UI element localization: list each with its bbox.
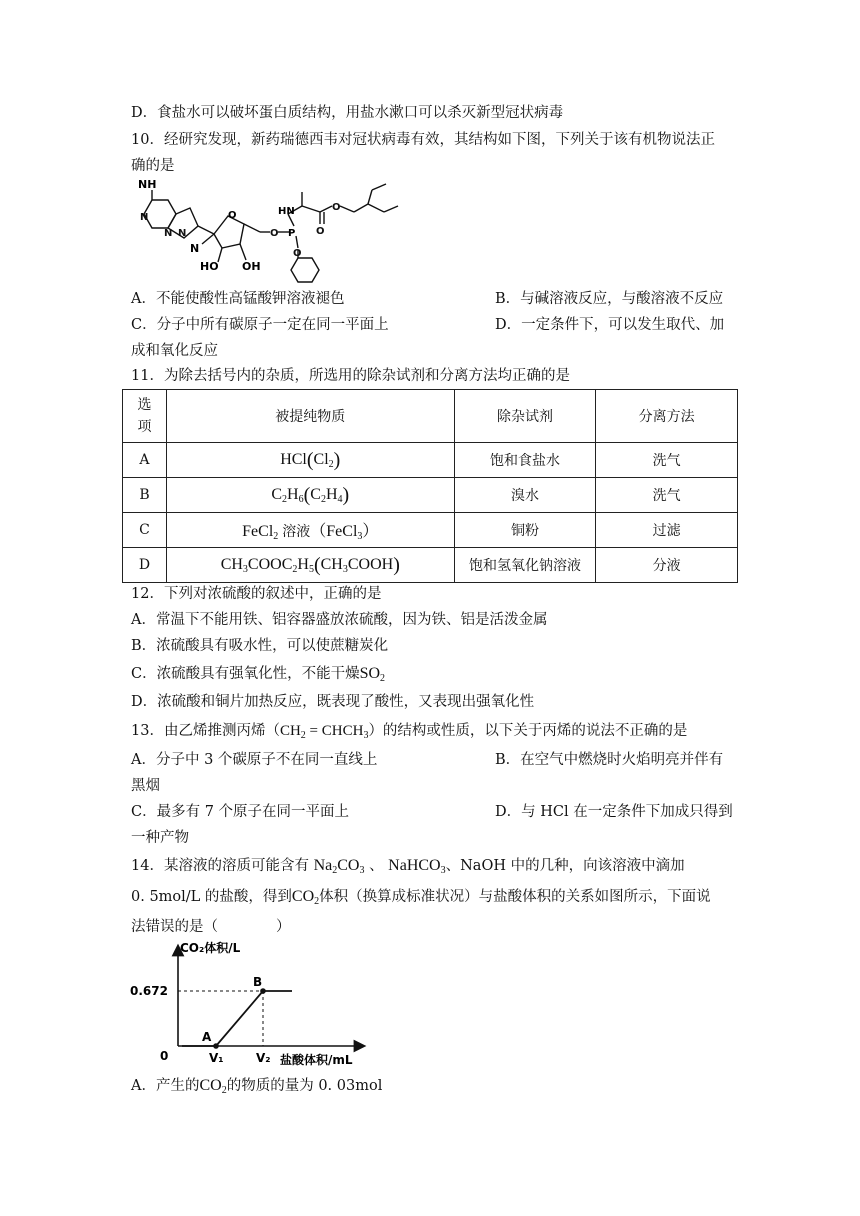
svg-text:O: O [316, 226, 325, 237]
point-a [213, 1043, 219, 1049]
substance-c: FeCl$_2$ 溶液（FeCl$_3$） [166, 513, 454, 548]
svg-text:N: N [140, 212, 149, 223]
q9-option-d: D．食盐水可以破坏蛋白质结构，用盐水漱口可以杀灭新型冠状病毒 [131, 105, 564, 121]
oh-label: OH [242, 260, 261, 273]
q13-option-c: C．最多有 7 个原子在同一平面上 [131, 804, 350, 820]
q13-option-b-line2: 黑烟 [131, 778, 160, 794]
nitrile-label: N [190, 242, 200, 255]
q12-option-b: B．浓硫酸具有吸水性，可以使蔗糖炭化 [131, 638, 389, 654]
q14-stem-line1: 14．某溶液的溶质可能含有 $Na_2CO_3$ 、 NaHCO$_3$、NaOH 中的几种，向该溶液中滴加 [131, 857, 685, 876]
header-option: 选项 [123, 390, 167, 443]
nh2-label: NH [138, 178, 157, 191]
phosphorus-label: P [288, 228, 296, 239]
q11-table [122, 389, 738, 583]
point-label-a: A [202, 1030, 212, 1044]
y-axis-label: CO₂体积/L [180, 941, 241, 955]
q13-stem: 13．由乙烯推测丙烯（$CH_2$ = $CHCH_3$）的结构或性质，以下关于丙烯的说法不正确的是 [131, 723, 688, 741]
header-reagent: 除杂试剂 [454, 390, 596, 443]
svg-text:O: O [270, 228, 279, 239]
q12-option-c: C．浓硫酸具有强氧化性，不能干燥$SO_2$ [131, 665, 386, 684]
table-row: A $HCl(Cl_2)$ 饱和食盐水 洗气 [123, 443, 738, 478]
remdesivir-structure [128, 178, 418, 284]
co2-volume-chart [128, 938, 368, 1070]
x-axis-label: 盐酸体积/mL [280, 1053, 353, 1067]
q10-option-c: C．分子中所有碳原子一定在同一平面上 [131, 317, 389, 333]
q13-option-d-line1: D．与 HCl 在一定条件下加成只得到 [495, 804, 733, 820]
q10-option-b: B．与碱溶液反应，与酸溶液不反应 [495, 291, 724, 307]
q10-option-d-line1: D．一定条件下，可以发生取代、加 [495, 317, 725, 333]
q14-stem-line2: 0. 5mol/L 的盐酸，得到$CO_2$体积（换算成标准状况）与盐酸体积的关系如图所示，下面说 [131, 888, 711, 907]
svg-text:N: N [178, 228, 187, 239]
x-tick-2: V₂ [256, 1051, 271, 1065]
substance-a: $HCl(Cl_2)$ [166, 443, 454, 478]
svg-text:O: O [332, 202, 341, 213]
q12-option-a: A．常温下不能用铁、铝容器盛放浓硫酸，因为铁、铝是活泼金属 [131, 612, 548, 628]
substance-b: $C_2H_6(C_2H_4)$ [166, 478, 454, 513]
q10-stem-line1: 10．经研究发现，新药瑞德西韦对冠状病毒有效，其结构如下图，下列关于该有机物说法正 [131, 132, 715, 148]
q12-option-d: D．浓硫酸和铜片加热反应，既表现了酸性，又表现出强氧化性 [131, 694, 535, 710]
q13-option-b-line1: B．在空气中燃烧时火焰明亮并伴有 [495, 752, 724, 768]
table-row: C FeCl$_2$ 溶液（FeCl$_3$） 铜粉 过滤 [123, 513, 738, 548]
q14-stem-line3: 法错误的是（ ） [131, 919, 291, 935]
y-tick-label: 0.672 [130, 984, 168, 998]
x-tick-1: V₁ [209, 1051, 224, 1065]
q10-stem-line2: 确的是 [131, 158, 175, 174]
q12-stem: 12．下列对浓硫酸的叙述中，正确的是 [131, 586, 382, 602]
q14-option-a: A．产生的$CO_2$的物质的量为 0. 03mol [131, 1077, 383, 1096]
ring-o-label: O [228, 210, 237, 221]
q10-option-a: A．不能使酸性高锰酸钾溶液褪色 [131, 291, 345, 307]
hn-label: HN [278, 206, 295, 217]
substance-d: $CH_3COOC_2H_5(CH_3COOH)$ [166, 548, 454, 583]
table-row: B $C_2H_6(C_2H_4)$ 溴水 洗气 [123, 478, 738, 513]
q11-stem: 11．为除去括号内的杂质，所选用的除杂试剂和分离方法均正确的是 [131, 368, 570, 384]
q13-option-a: A．分子中 3 个碳原子不在同一直线上 [131, 752, 378, 768]
table-row: D $CH_3COOC_2H_5(CH_3COOH)$ 饱和氢氧化钠溶液 分液 [123, 548, 738, 583]
q10-option-d-line2: 成和氧化反应 [131, 343, 218, 359]
svg-text:N: N [164, 228, 173, 239]
segment-a-b [216, 991, 263, 1046]
point-label-b: B [253, 975, 263, 989]
origin-label: 0 [160, 1049, 169, 1063]
header-method: 分离方法 [596, 390, 738, 443]
header-substance: 被提纯物质 [166, 390, 454, 443]
point-b [260, 988, 266, 994]
q13-option-d-line2: 一种产物 [131, 830, 189, 846]
svg-text:O: O [293, 248, 302, 259]
ho-label: HO [200, 260, 219, 273]
